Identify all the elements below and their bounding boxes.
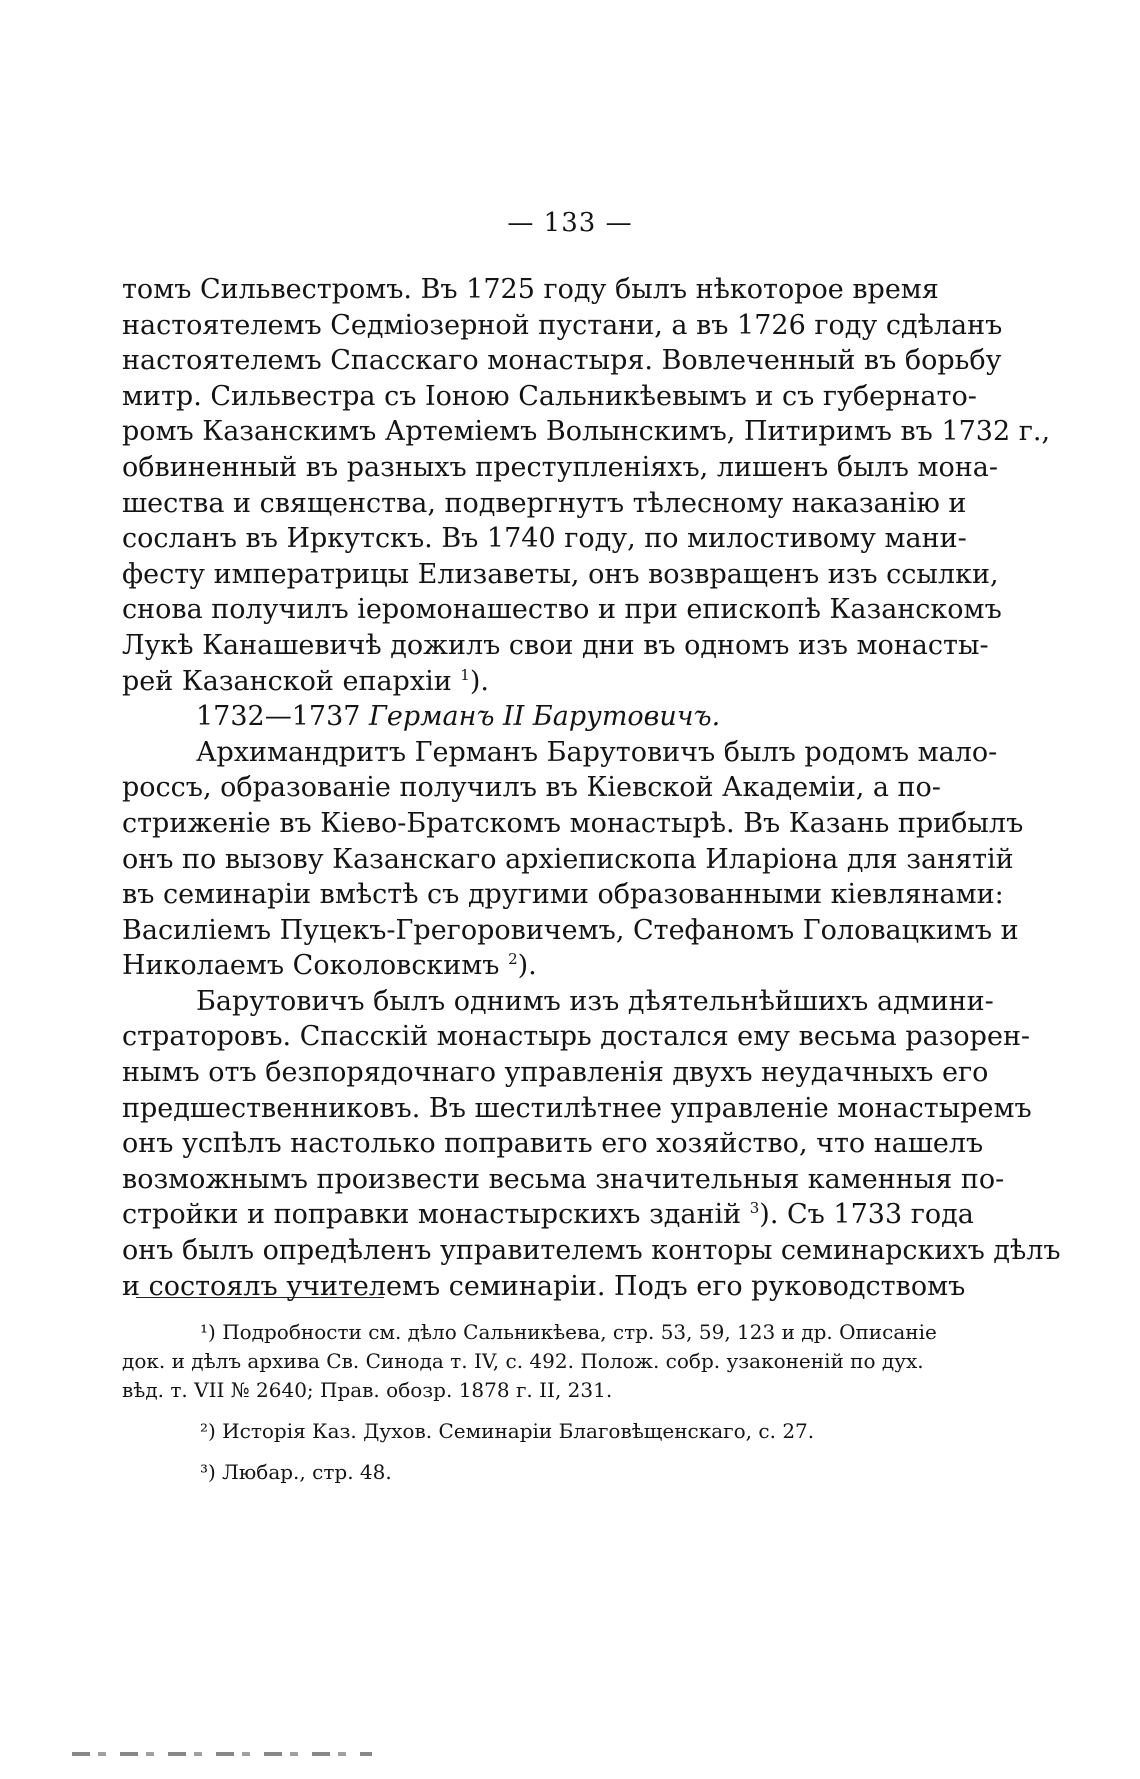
page-number: — 133 — (507, 208, 633, 238)
main-text (122, 272, 1061, 1304)
footnote-1-line: док. и дѣлъ архива Св. Синода т. IV, с. 492. Полож. собр. узаконеній по дух. (122, 1349, 924, 1373)
text-line: снова получилъ іеромонашество и при епископѣ Казанскомъ (122, 594, 1002, 626)
section-heading (122, 699, 910, 735)
footnote-1-marker: ¹) (200, 1320, 216, 1344)
text-line: и состоялъ учителемъ семинаріи. Подъ его руководствомъ (122, 1270, 966, 1302)
text-line: обвиненный въ разныхъ преступленіяхъ, лишенъ былъ мона- (122, 451, 998, 483)
scan-smudge (72, 1752, 372, 1756)
text-line: Лукѣ Канашевичѣ дожилъ свои дни въ одномъ изъ монасты- (122, 629, 989, 661)
text-line (122, 1197, 974, 1233)
text-line (122, 664, 910, 700)
text-line: сосланъ въ Иркутскъ. Въ 1740 году, по милостивому мани- (122, 523, 967, 555)
text-line (122, 948, 910, 984)
heading-name: Германъ II Барутовичъ. (369, 701, 721, 733)
heading-years: 1732—1737 (196, 701, 361, 733)
text-line: томъ Сильвестромъ. Въ 1725 году былъ нѣкоторое время (122, 274, 939, 305)
text-line: страторовъ. Спасскій монастырь достался ему весьма разорен- (122, 1021, 1031, 1053)
text-line: настоятелемъ Спасскаго монастыря. Вовлеченный въ борьбу (122, 345, 1002, 377)
text-line: митр. Сильвестра съ Іоною Сальникѣевымъ и съ губернато- (122, 380, 977, 412)
footnote-ref-3[interactable]: 3 (749, 1199, 760, 1218)
text-line: Архимандритъ Германъ Барутовичъ былъ родомъ мало- (196, 736, 998, 768)
text-line: Барутовичъ былъ однимъ изъ дѣятельнѣйшихъ админи- (196, 985, 994, 1017)
text-line: онъ по вызову Казанскаго архіепископа Иларіона для занятій (122, 843, 1014, 875)
footnote-2: ²) Исторія Каз. Духов. Семинаріи Благовѣщенскаго, с. 27. (200, 1419, 815, 1443)
footnote-1-line (122, 1318, 937, 1347)
text-line: стриженіе въ Кіево-Братскомъ монастырѣ. Въ Казань прибылъ (122, 807, 1024, 839)
footnotes (122, 1318, 937, 1487)
text-line: фесту императрицы Елизаветы, онъ возвращенъ изъ ссылки, (122, 558, 999, 590)
footnote-ref-2[interactable]: 2 (508, 950, 518, 969)
text-line: россъ, образованіе получилъ въ Кіевской Академіи, а по- (122, 772, 941, 804)
footnote-3: ³) Любар., стр. 48. (200, 1460, 392, 1484)
text-line: возможнымъ произвести весьма значительныя каменныя по- (122, 1163, 1005, 1195)
text-fragment: стройки и поправки монастырскихъ зданій (122, 1199, 742, 1231)
text-fragment: ). (517, 950, 537, 982)
footnote-divider (136, 1297, 384, 1298)
text-line: настоятелемъ Седміозерной пустани, а въ 1726 году сдѣланъ (122, 309, 1003, 341)
text-line: нымъ отъ безпорядочнаго управленія двухъ неудачныхъ его (122, 1057, 989, 1089)
text-line: ромъ Казанскимъ Артеміемъ Волынскимъ, Питиримъ въ 1732 г., (122, 416, 1051, 448)
text-line: онъ былъ опредѣленъ управителемъ конторы семинарскихъ дѣлъ (122, 1235, 1061, 1267)
text-fragment: Николаемъ Соколовскимъ (122, 950, 500, 982)
text-line: шества и священства, подвергнутъ тѣлесному наказанію и (122, 487, 967, 519)
text-fragment: ). Съ 1733 года (759, 1199, 974, 1231)
footnote-ref-1[interactable]: 1 (460, 665, 470, 684)
footnote-1-text: Подробности см. дѣло Сальникѣева, стр. 53, 59, 123 и др. Описаніе (222, 1320, 937, 1344)
text-line: онъ успѣлъ настолько поправить его хозяйство, что нашелъ (122, 1128, 984, 1160)
text-line: Василіемъ Пуцекъ-Грегоровичемъ, Стефаномъ Головацкимъ и (122, 914, 1019, 946)
text-line: въ семинаріи вмѣстѣ съ другими образованными кіевлянами: (122, 879, 1004, 911)
text-fragment: ). (469, 665, 489, 697)
text-line: предшественниковъ. Въ шестилѣтнее управленіе монастыремъ (122, 1092, 1032, 1124)
footnote-1-line: вѣд. т. VII № 2640; Прав. обозр. 1878 г. II, 231. (122, 1378, 613, 1402)
text-fragment: рей Казанской епархіи (122, 665, 452, 697)
